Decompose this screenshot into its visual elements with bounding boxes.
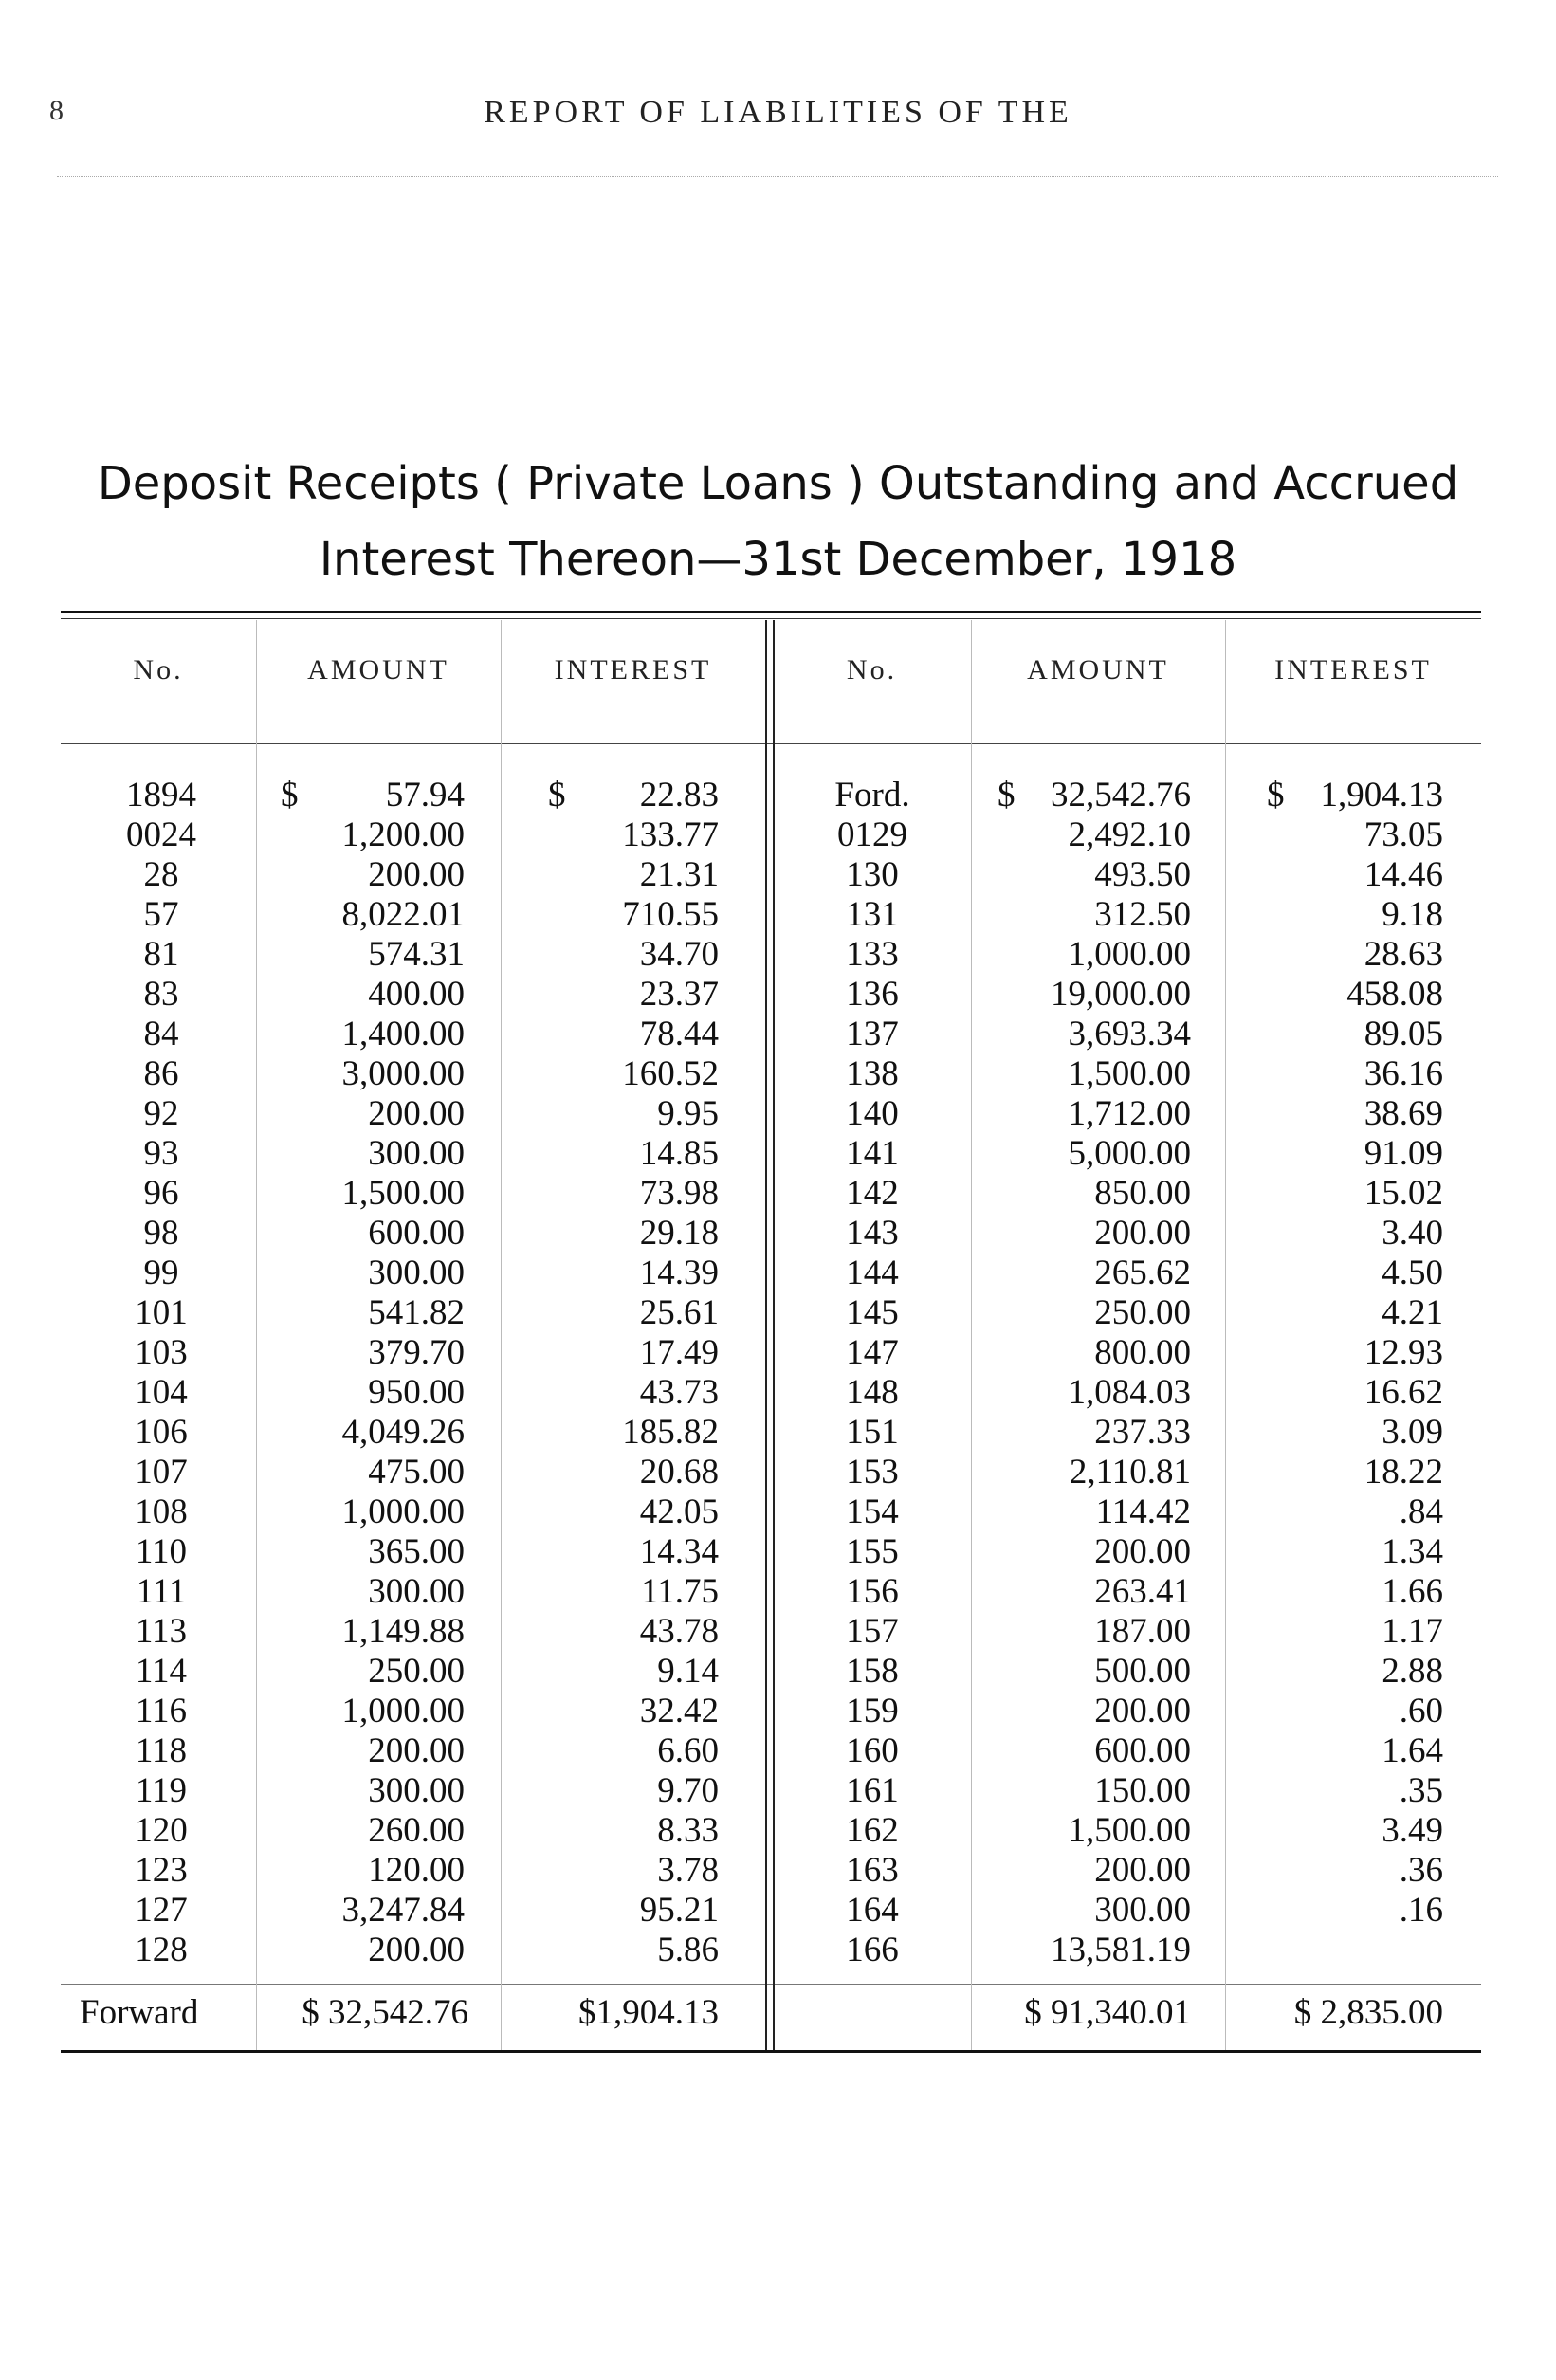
row-amount: 300.00 xyxy=(368,1254,465,1292)
column-divider xyxy=(1225,620,1226,2050)
row-interest: 5.86 xyxy=(657,1931,719,1969)
table-top-rule-thin xyxy=(61,618,1481,619)
row-number: 101 xyxy=(135,1293,188,1332)
row-interest: 9.70 xyxy=(657,1771,719,1810)
row-number: 160 xyxy=(846,1731,899,1770)
row-amount: 493.50 xyxy=(1094,855,1191,894)
column-divider xyxy=(501,620,502,2050)
header-interest-left: INTEREST xyxy=(554,654,712,686)
column-divider xyxy=(971,620,972,2050)
row-interest: 91.09 xyxy=(1364,1134,1443,1173)
row-interest: 29.18 xyxy=(639,1214,719,1253)
row-number: 103 xyxy=(135,1333,188,1372)
row-interest: 36.16 xyxy=(1364,1054,1443,1093)
footer-label: Forward xyxy=(80,1993,199,2032)
row-number: 164 xyxy=(846,1891,899,1930)
row-number: 155 xyxy=(846,1532,899,1571)
currency-symbol: $ xyxy=(548,776,566,815)
row-number: 130 xyxy=(846,855,899,894)
footer-right-amount: $ 91,340.01 xyxy=(1024,1993,1191,2032)
header-rule xyxy=(57,176,1498,177)
row-number: 141 xyxy=(846,1134,899,1173)
row-number: 123 xyxy=(135,1851,188,1890)
row-number: 111 xyxy=(136,1572,187,1611)
row-interest: 73.98 xyxy=(639,1174,719,1213)
row-amount: 600.00 xyxy=(368,1214,465,1253)
row-interest: 1,904.13 xyxy=(1320,776,1443,815)
page-title xyxy=(57,446,1499,597)
row-amount: 2,110.81 xyxy=(1069,1453,1191,1492)
row-interest: 43.78 xyxy=(639,1612,719,1651)
row-amount: 3,693.34 xyxy=(1068,1015,1191,1053)
row-amount: 300.00 xyxy=(368,1572,465,1611)
title-line-2: Interest Thereon—31st December, 1918 xyxy=(319,533,1237,586)
row-amount: 541.82 xyxy=(368,1293,465,1332)
row-amount: 265.62 xyxy=(1094,1254,1191,1292)
row-interest: 15.02 xyxy=(1364,1174,1443,1213)
row-amount: 260.00 xyxy=(368,1811,465,1850)
row-interest: 2.88 xyxy=(1382,1652,1443,1691)
row-amount: 57.94 xyxy=(385,776,465,815)
left-interest-column xyxy=(531,776,719,1970)
row-amount: 114.42 xyxy=(1095,1492,1191,1531)
row-interest: 12.93 xyxy=(1364,1333,1443,1372)
row-amount: 250.00 xyxy=(368,1652,465,1691)
row-number: Ford. xyxy=(834,776,910,815)
row-amount: 200.00 xyxy=(368,1094,465,1133)
row-number: 162 xyxy=(846,1811,899,1850)
row-interest: 710.55 xyxy=(622,895,719,934)
currency-symbol: $ xyxy=(998,776,1016,815)
row-number: 120 xyxy=(135,1811,188,1850)
row-amount: 200.00 xyxy=(368,1931,465,1969)
running-header xyxy=(0,91,1556,148)
row-interest: 22.83 xyxy=(639,776,719,815)
row-interest: .16 xyxy=(1399,1891,1443,1930)
row-number: 108 xyxy=(135,1492,188,1531)
row-amount: 250.00 xyxy=(1094,1293,1191,1332)
row-amount: 1,149.88 xyxy=(341,1612,465,1651)
row-interest: 3.40 xyxy=(1382,1214,1443,1253)
row-amount: 850.00 xyxy=(1094,1174,1191,1213)
row-amount: 8,022.01 xyxy=(341,895,465,934)
row-amount: 500.00 xyxy=(1094,1652,1191,1691)
column-divider xyxy=(256,620,257,2050)
row-amount: 2,492.10 xyxy=(1068,815,1191,854)
row-number: 119 xyxy=(135,1771,188,1810)
row-number: 116 xyxy=(135,1692,188,1730)
row-amount: 379.70 xyxy=(368,1333,465,1372)
row-number: 148 xyxy=(846,1373,899,1412)
row-interest: 21.31 xyxy=(639,855,719,894)
row-interest: 16.62 xyxy=(1364,1373,1443,1412)
row-interest: 38.69 xyxy=(1364,1094,1443,1133)
row-interest: 3.09 xyxy=(1382,1413,1443,1452)
row-interest: 9.18 xyxy=(1382,895,1443,934)
row-interest: 23.37 xyxy=(639,975,719,1014)
row-interest: 20.68 xyxy=(639,1453,719,1492)
row-interest: 160.52 xyxy=(622,1054,719,1093)
row-interest: .60 xyxy=(1399,1692,1443,1730)
row-amount: 200.00 xyxy=(368,855,465,894)
row-interest: 458.08 xyxy=(1346,975,1443,1014)
currency-symbol: $ xyxy=(1267,776,1285,815)
row-amount: 1,084.03 xyxy=(1068,1373,1191,1412)
left-no-column xyxy=(95,776,228,1970)
row-interest: 11.75 xyxy=(641,1572,719,1611)
header-amount-left: AMOUNT xyxy=(307,654,449,686)
row-amount: 950.00 xyxy=(368,1373,465,1412)
row-interest: 95.21 xyxy=(639,1891,719,1930)
row-amount: 1,400.00 xyxy=(341,1015,465,1053)
row-amount: 600.00 xyxy=(1094,1731,1191,1770)
row-amount: 187.00 xyxy=(1094,1612,1191,1651)
row-interest: 14.85 xyxy=(639,1134,719,1173)
row-interest: 185.82 xyxy=(622,1413,719,1452)
currency-symbol: $ xyxy=(281,776,299,815)
row-number: 151 xyxy=(846,1413,899,1452)
row-interest: 9.95 xyxy=(657,1094,719,1133)
right-no-column xyxy=(806,776,939,1970)
row-number: 153 xyxy=(846,1453,899,1492)
row-amount: 3,000.00 xyxy=(341,1054,465,1093)
right-interest-column xyxy=(1261,776,1443,1970)
row-number: 118 xyxy=(135,1731,188,1770)
row-number: 128 xyxy=(135,1931,188,1969)
row-amount: 32,542.76 xyxy=(1051,776,1191,815)
row-interest: 17.49 xyxy=(639,1333,719,1372)
row-number: 133 xyxy=(846,935,899,974)
row-number: 154 xyxy=(846,1492,899,1531)
row-amount: 200.00 xyxy=(1094,1692,1191,1730)
row-interest: 89.05 xyxy=(1364,1015,1443,1053)
row-number: 157 xyxy=(846,1612,899,1651)
row-number: 57 xyxy=(143,895,179,934)
row-interest: 14.46 xyxy=(1364,855,1443,894)
row-amount: 800.00 xyxy=(1094,1333,1191,1372)
row-number: 114 xyxy=(135,1652,188,1691)
header-no-right: No. xyxy=(846,654,898,686)
row-amount: 574.31 xyxy=(368,935,465,974)
row-number: 28 xyxy=(143,855,179,894)
row-number: 104 xyxy=(135,1373,188,1412)
row-interest: 18.22 xyxy=(1364,1453,1443,1492)
row-interest: 1.66 xyxy=(1382,1572,1443,1611)
table-bottom-rule xyxy=(61,2050,1481,2053)
row-amount: 300.00 xyxy=(368,1134,465,1173)
row-amount: 400.00 xyxy=(368,975,465,1014)
row-number: 83 xyxy=(143,975,179,1014)
row-interest: 78.44 xyxy=(639,1015,719,1053)
row-amount: 200.00 xyxy=(368,1731,465,1770)
row-amount: 237.33 xyxy=(1094,1413,1191,1452)
row-interest: 14.34 xyxy=(639,1532,719,1571)
row-interest: 6.60 xyxy=(657,1731,719,1770)
row-number: 99 xyxy=(143,1254,179,1292)
footer-left-interest: $1,904.13 xyxy=(578,1993,719,2032)
row-amount: 1,200.00 xyxy=(341,815,465,854)
row-number: 142 xyxy=(846,1174,899,1213)
row-amount: 200.00 xyxy=(1094,1532,1191,1571)
row-number: 143 xyxy=(846,1214,899,1253)
row-interest: 9.14 xyxy=(657,1652,719,1691)
row-amount: 300.00 xyxy=(368,1771,465,1810)
row-number: 84 xyxy=(143,1015,179,1053)
row-amount: 150.00 xyxy=(1094,1771,1191,1810)
row-number: 0129 xyxy=(837,815,907,854)
row-number: 161 xyxy=(846,1771,899,1810)
row-number: 144 xyxy=(846,1254,899,1292)
row-number: 166 xyxy=(846,1931,899,1969)
row-number: 86 xyxy=(143,1054,179,1093)
row-amount: 3,247.84 xyxy=(341,1891,465,1930)
row-number: 107 xyxy=(135,1453,188,1492)
row-number: 137 xyxy=(846,1015,899,1053)
row-number: 106 xyxy=(135,1413,188,1452)
row-interest: .84 xyxy=(1399,1492,1443,1531)
row-number: 92 xyxy=(143,1094,179,1133)
footer-left-amount: $ 32,542.76 xyxy=(302,1993,468,2032)
row-amount: 312.50 xyxy=(1094,895,1191,934)
row-number: 0024 xyxy=(126,815,196,854)
row-interest: 28.63 xyxy=(1364,935,1443,974)
row-amount: 1,500.00 xyxy=(341,1174,465,1213)
row-amount: 300.00 xyxy=(1094,1891,1191,1930)
row-amount: 1,500.00 xyxy=(1068,1811,1191,1850)
header-amount-right: AMOUNT xyxy=(1027,654,1169,686)
row-number: 138 xyxy=(846,1054,899,1093)
row-number: 93 xyxy=(143,1134,179,1173)
row-number: 110 xyxy=(135,1532,188,1571)
row-interest: 32.42 xyxy=(639,1692,719,1730)
row-interest: .36 xyxy=(1399,1851,1443,1890)
row-interest: 14.39 xyxy=(639,1254,719,1292)
title-line-1: Deposit Receipts ( Private Loans ) Outstanding and Accrued xyxy=(97,457,1459,510)
row-interest: 43.73 xyxy=(639,1373,719,1412)
row-amount: 5,000.00 xyxy=(1068,1134,1191,1173)
row-number: 140 xyxy=(846,1094,899,1133)
footer-right-interest: $ 2,835.00 xyxy=(1293,1993,1443,2032)
row-amount: 4,049.26 xyxy=(341,1413,465,1452)
row-amount: 475.00 xyxy=(368,1453,465,1492)
row-number: 156 xyxy=(846,1572,899,1611)
row-number: 131 xyxy=(846,895,899,934)
running-title: REPORT OF LIABILITIES OF THE xyxy=(484,95,1072,130)
row-amount: 365.00 xyxy=(368,1532,465,1571)
row-number: 98 xyxy=(143,1214,179,1253)
row-number: 127 xyxy=(135,1891,188,1930)
row-amount: 200.00 xyxy=(1094,1214,1191,1253)
row-amount: 1,000.00 xyxy=(341,1492,465,1531)
row-interest: 1.34 xyxy=(1382,1532,1443,1571)
row-interest: 42.05 xyxy=(639,1492,719,1531)
row-number: 96 xyxy=(143,1174,179,1213)
row-amount: 1,000.00 xyxy=(1068,935,1191,974)
row-number: 145 xyxy=(846,1293,899,1332)
row-amount: 1,000.00 xyxy=(341,1692,465,1730)
row-number: 163 xyxy=(846,1851,899,1890)
row-amount: 1,500.00 xyxy=(1068,1054,1191,1093)
row-interest: 4.50 xyxy=(1382,1254,1443,1292)
row-number: 136 xyxy=(846,975,899,1014)
row-number: 1894 xyxy=(126,776,196,815)
row-number: 158 xyxy=(846,1652,899,1691)
row-interest: 3.78 xyxy=(657,1851,719,1890)
right-amount-column xyxy=(1005,776,1191,1970)
row-amount: 13,581.19 xyxy=(1051,1931,1191,1969)
row-amount: 200.00 xyxy=(1094,1851,1191,1890)
row-interest xyxy=(1261,1931,1443,1970)
row-interest: 73.05 xyxy=(1364,815,1443,854)
table-top-rule xyxy=(61,611,1481,613)
row-amount: 263.41 xyxy=(1094,1572,1191,1611)
row-interest: 1.17 xyxy=(1382,1612,1443,1651)
row-amount: 120.00 xyxy=(368,1851,465,1890)
center-double-divider xyxy=(765,620,775,2050)
page-number: 8 xyxy=(49,95,64,126)
row-interest: 4.21 xyxy=(1382,1293,1443,1332)
row-interest: 25.61 xyxy=(639,1293,719,1332)
row-interest: .35 xyxy=(1399,1771,1443,1810)
header-no-left: No. xyxy=(133,654,184,686)
row-amount: 19,000.00 xyxy=(1051,975,1191,1014)
row-interest: 1.64 xyxy=(1382,1731,1443,1770)
row-number: 113 xyxy=(135,1612,188,1651)
header-interest-right: INTEREST xyxy=(1274,654,1432,686)
row-interest: 133.77 xyxy=(622,815,719,854)
row-interest: 3.49 xyxy=(1382,1811,1443,1850)
row-number: 147 xyxy=(846,1333,899,1372)
row-number: 159 xyxy=(846,1692,899,1730)
row-interest: 34.70 xyxy=(639,935,719,974)
row-amount: 1,712.00 xyxy=(1068,1094,1191,1133)
row-interest: 8.33 xyxy=(657,1811,719,1850)
left-amount-column xyxy=(284,776,465,1970)
row-number: 81 xyxy=(143,935,179,974)
